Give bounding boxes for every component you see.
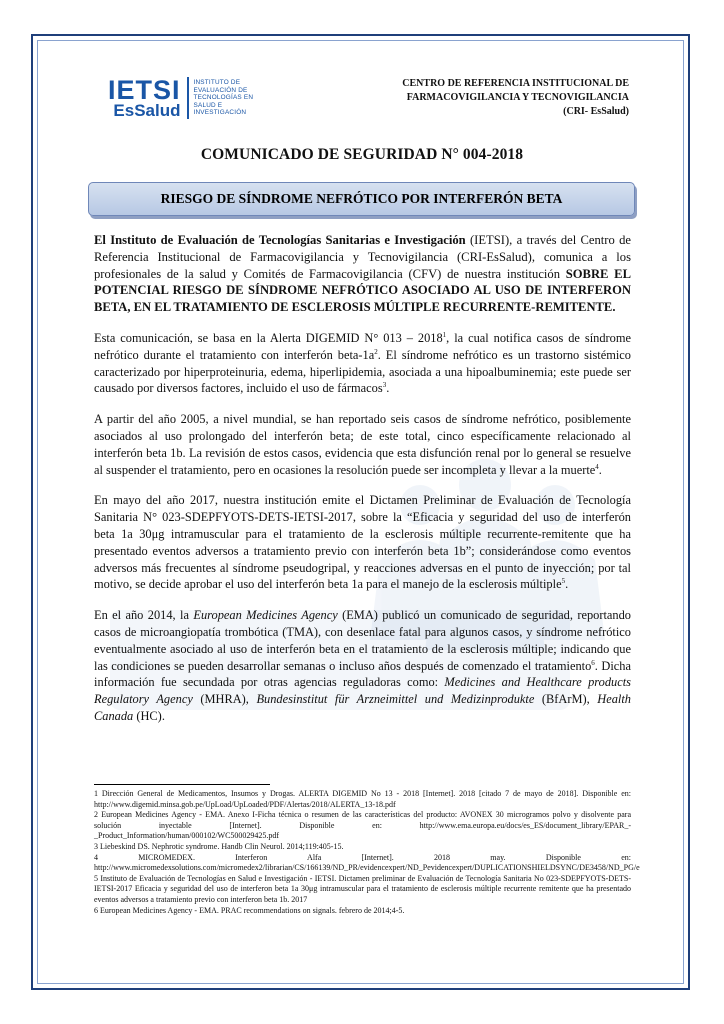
document-title: COMUNICADO DE SEGURIDAD N° 004-2018 <box>200 146 524 163</box>
logo-line: SALUD E <box>193 101 223 109</box>
paragraph-2 <box>94 411 631 478</box>
text: . Dicha información fue secundada por otras agencias reguladoras como: <box>94 658 631 690</box>
paragraph-4 <box>94 607 631 725</box>
footnote-ref: 5 <box>561 577 566 586</box>
org-line: FARMACOVIGILANCIA Y TECNOVIGILANCIA <box>406 92 629 103</box>
text: A partir del año 2005, a nivel mundial, se han reportado seis casos de síndrome nefrótico, posiblemente asociados al uso prolongado del interferón beta; de este total, cinco específicamente relacionado al interferón beta 1b. La revisión de estos casos, evidencia que esta disfunción renal por lo general se resuelve al suspender el tratamiento, pero en ocasiones la resolución puede ser incompleta y llevar a la muerte <box>94 412 631 477</box>
text: . El síndrome nefrótico es un trastorno sistémico caracterizado por hiperproteinuria, edema, hiperlipidemia, asociada a una hipoalbuminemia; este puede ser causado por diversos factores, incluido el uso de fármacos <box>94 347 631 396</box>
footnote-ref: 6 <box>591 658 595 667</box>
agency-name: Health Canada <box>94 692 632 723</box>
intro-paragraph <box>94 232 631 316</box>
text: . <box>386 381 390 396</box>
agency-name: Bundesinstitut für Arzneimittel und Medizinprodukte <box>256 692 535 707</box>
text: . <box>565 577 569 592</box>
footnote-ref: 2 <box>374 347 378 356</box>
footnote: 3 Liebeskind DS. Nephrotic syndrome. Handb Clin Neurol. 2014;119:405-15. <box>94 841 344 851</box>
footnote: 5 Instituto de Evaluación de Tecnologías en Salud e Investigación - IETSI. Dictamen preliminar de Evaluación de Tecnología Sanitaria No 023-SDEPFYOTS-DETS-IETSI-2017 Eficacia y seguridad del uso de interferon beta 1a 30μg intramuscular para el tratamiento de esclerosis múltiple recurrente remitente que ha presentado eventos adversos a tratamiento previo con interferon beta 1b. 2017 <box>94 873 631 904</box>
agency-name: European Medicines Agency <box>193 608 338 623</box>
text: Esta comunicación, se basa en la Alerta DIGEMID N° 013 – 2018 <box>94 330 443 345</box>
text: . <box>598 462 602 477</box>
org-header <box>402 77 629 119</box>
paragraph-1 <box>94 330 631 397</box>
org-line: CENTRO DE REFERENCIA INSTITUCIONAL DE <box>402 78 629 89</box>
logo-sub-text: EsSalud <box>113 101 181 120</box>
logo-main-text: IETSI <box>108 75 181 105</box>
logo-divider <box>187 77 189 119</box>
footnote: 6 European Medicines Agency - EMA. PRAC recommendations on signals. febrero de 2014;4-5. <box>94 905 405 915</box>
subject-banner: RIESGO DE SÍNDROME NEFRÓTICO POR INTERFERÓN BETA <box>88 182 635 216</box>
footnote: 2 European Medicines Agency - EMA. Anexo I-Ficha técnica o resumen de las características del producto: AVONEX 30 microgramos polvo y disolvente para solución inyectable [Internet]. Disponible en: http://www.ema.europa.eu/docs/es_ES/document_library/EPAR_-_Product_Information/human/000102/WC500029425.pdf <box>94 810 631 841</box>
agency-name: Medicines and Healthcare products Regulatory Agency <box>94 675 631 707</box>
ietsi-logo <box>108 76 253 120</box>
logo-line: INSTITUTO DE <box>193 79 241 87</box>
footnote-ref: 4 <box>595 462 599 471</box>
logo-line: INVESTIGACIÓN <box>193 109 247 117</box>
text: (HC). <box>133 708 165 723</box>
footnote-ref: 1 <box>442 330 447 339</box>
document-body <box>94 232 631 739</box>
footnote: 1 Dirección General de Medicamentos, Insumos y Drogas. ALERTA DIGEMID No 13 - 2018 [Internet]. 2018 [citado 7 de mayo de 2018]. Disponible en: http://www.digemid.minsa.gob.pe/UpLoad/UpLoaded/PDF/Alertas/2018/ALERTA_13-18.pdf <box>94 789 631 809</box>
text: (EMA) publicó un comunicado de seguridad, reportando casos de microangiopatía trombótica (TMA), con desenlace fatal para algunos casos, y síndrome nefrótico eventualmente asociado al uso de interferón beta en el tratamiento de la esclerosis múltiple; indicando que las condiciones se pueden desarrollar semanas o incluso años después de comenzado el tratamiento <box>94 608 631 673</box>
intro-subject: SOBRE EL POTENCIAL RIESGO DE SÍNDROME NEFRÓTICO ASOCIADO AL USO DE INTERFERON BETA, EN EL TRATAMIENTO DE ESCLEROSIS MÚLTIPLE RECURRENTE-REMITENTE. <box>94 266 631 315</box>
footnotes <box>94 789 640 916</box>
logo-wordmark <box>108 77 181 119</box>
intro-text: (IETSI), a través del Centro de Referencia Institucional de Farmacovigilancia y Tecnovigilancia (CRI-EsSalud), comunica a los profesionales de la salud y Comités de Farmacovigilancia (CFV) de nuestra institución <box>94 233 631 281</box>
intro-bold: El Instituto de Evaluación de Tecnologías Sanitarias e Investigación <box>94 233 466 247</box>
org-line: (CRI- EsSalud) <box>563 106 629 117</box>
paragraph-3 <box>94 492 631 593</box>
text: (MHRA), <box>192 692 257 707</box>
footnote-ref: 3 <box>382 381 387 390</box>
text: (BfArM), <box>534 692 598 707</box>
text: En el año 2014, la <box>94 608 194 623</box>
footnote-separator <box>94 784 270 785</box>
footnote: 4 MICROMEDEX. Interferon Alfa [Internet]. 2018 may. Disponible en: http://www.micromedexsolutions.com/micromedex2/librarian/CS/166139/ND_PR/evidencexpert/ND_Pevidencexpert/DUPLICATIONSHIELDSYNC/DE3458/ND_PG/e <box>94 852 640 873</box>
text: , la cual notifica casos de síndrome nefrótico durante el tratamiento con interferón beta-1a <box>94 330 631 362</box>
logo-institute-name <box>194 79 254 117</box>
text: En mayo del año 2017, nuestra institución emite el Dictamen Preliminar de Evaluación de Tecnología Sanitaria N° 023-SDEPFYOTS-DETS-IETSI-2017, sobre la “Eficacia y seguridad del uso de interferón beta 1a 30μg intramuscular para el tratamiento de la esclerosis múltiple recurrente-remitente que ha presentado eventos adversos a tratamiento previo con interferón beta 1b”; considerándose como eventos adversos más frecuentes al síndrome pseudogripal, y reacciones adversas en el punto de inyección; por tal motivo, se decide aprobar el uso del interferón beta 1a para el manejo de la esclerosis múltiple <box>94 493 631 592</box>
logo-line: EVALUACIÓN DE <box>193 86 248 94</box>
logo-line: TECNOLOGÍAS EN <box>193 94 254 102</box>
